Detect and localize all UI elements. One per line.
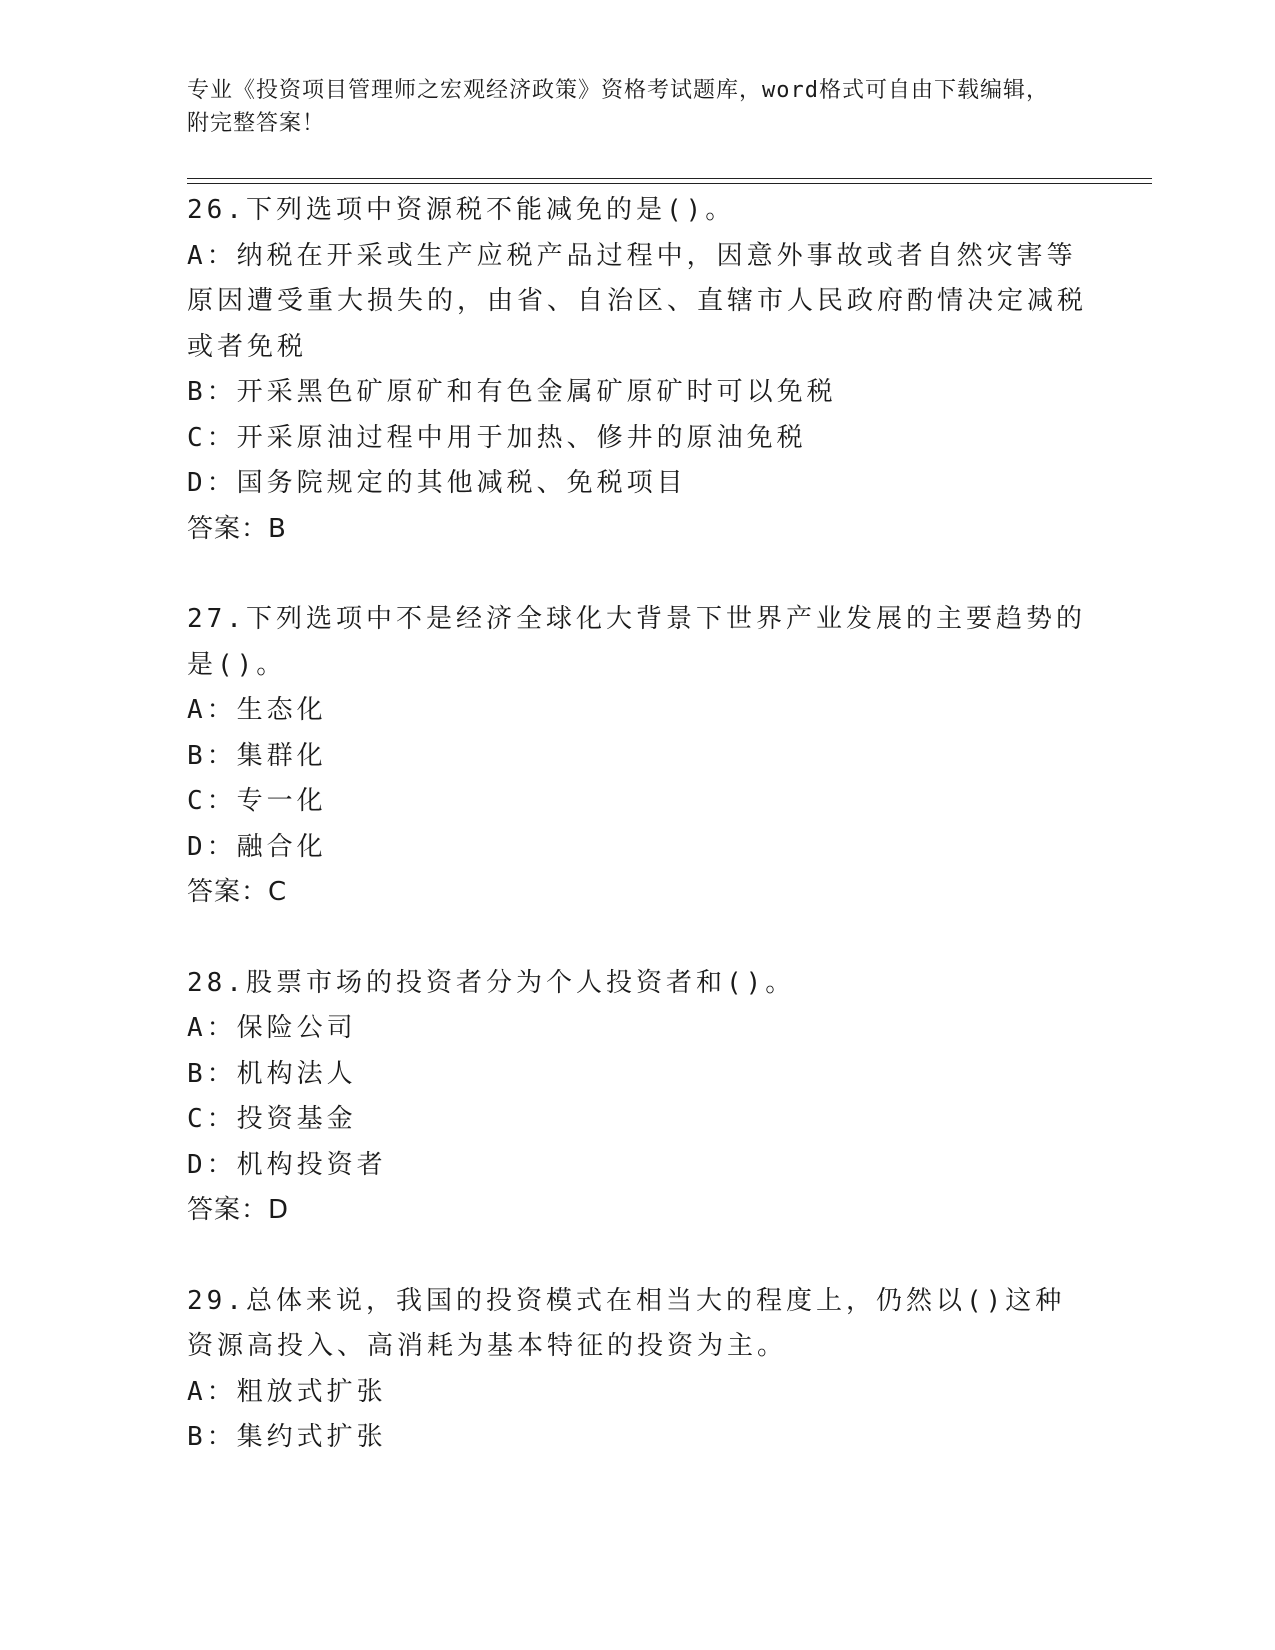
answer: 答案：D xyxy=(187,1195,290,1225)
option-c: C：开采原油过程中用于加热、修井的原油免税 xyxy=(187,422,807,453)
question-26 xyxy=(187,188,1087,552)
option-b: B：集群化 xyxy=(187,740,327,771)
option-b: B：集约式扩张 xyxy=(187,1422,387,1452)
header-divider-bottom xyxy=(187,183,1152,184)
option-d: D：国务院规定的其他减税、免税项目 xyxy=(187,468,687,498)
question-29 xyxy=(187,1279,1087,1461)
document-header: 专业《投资项目管理师之宏观经济政策》资格考试题库，word格式可自由下载编辑，附完整答案！ xyxy=(187,78,1049,136)
question-stem: 26.下列选项中资源税不能减免的是()。 xyxy=(187,195,736,225)
question-list xyxy=(187,188,1087,1461)
option-d: D：机构投资者 xyxy=(187,1149,387,1180)
question-28 xyxy=(187,961,1087,1234)
option-d: D：融合化 xyxy=(187,831,327,862)
option-a: A：生态化 xyxy=(187,695,327,725)
question-stem: 28.股票市场的投资者分为个人投资者和()。 xyxy=(187,967,796,998)
option-b: B：机构法人 xyxy=(187,1058,357,1089)
option-a: A：保险公司 xyxy=(187,1013,357,1043)
option-c: C：专一化 xyxy=(187,786,327,816)
question-27 xyxy=(187,597,1087,916)
option-a: A：纳税在开采或生产应税产品过程中，因意外事故或者自然灾害等原因遭受重大损失的，由省、自治区、直辖市人民政府酌情决定减税或者免税 xyxy=(187,240,1088,362)
question-spacer xyxy=(187,1234,1087,1279)
question-stem: 29.总体来说，我国的投资模式在相当大的程度上，仍然以()这种资源高投入、高消耗为基本特征的投资为主。 xyxy=(187,1285,1066,1361)
option-a: A：粗放式扩张 xyxy=(187,1376,387,1407)
option-b: B：开采黑色矿原矿和有色金属矿原矿时可以免税 xyxy=(187,377,837,407)
header-divider-top xyxy=(187,178,1152,179)
answer: 答案：B xyxy=(187,513,287,544)
question-spacer xyxy=(187,552,1087,597)
answer: 答案：C xyxy=(187,877,288,907)
question-stem: 27.下列选项中不是经济全球化大背景下世界产业发展的主要趋势的是()。 xyxy=(187,604,1086,680)
option-c: C：投资基金 xyxy=(187,1104,357,1134)
question-spacer xyxy=(187,916,1087,961)
